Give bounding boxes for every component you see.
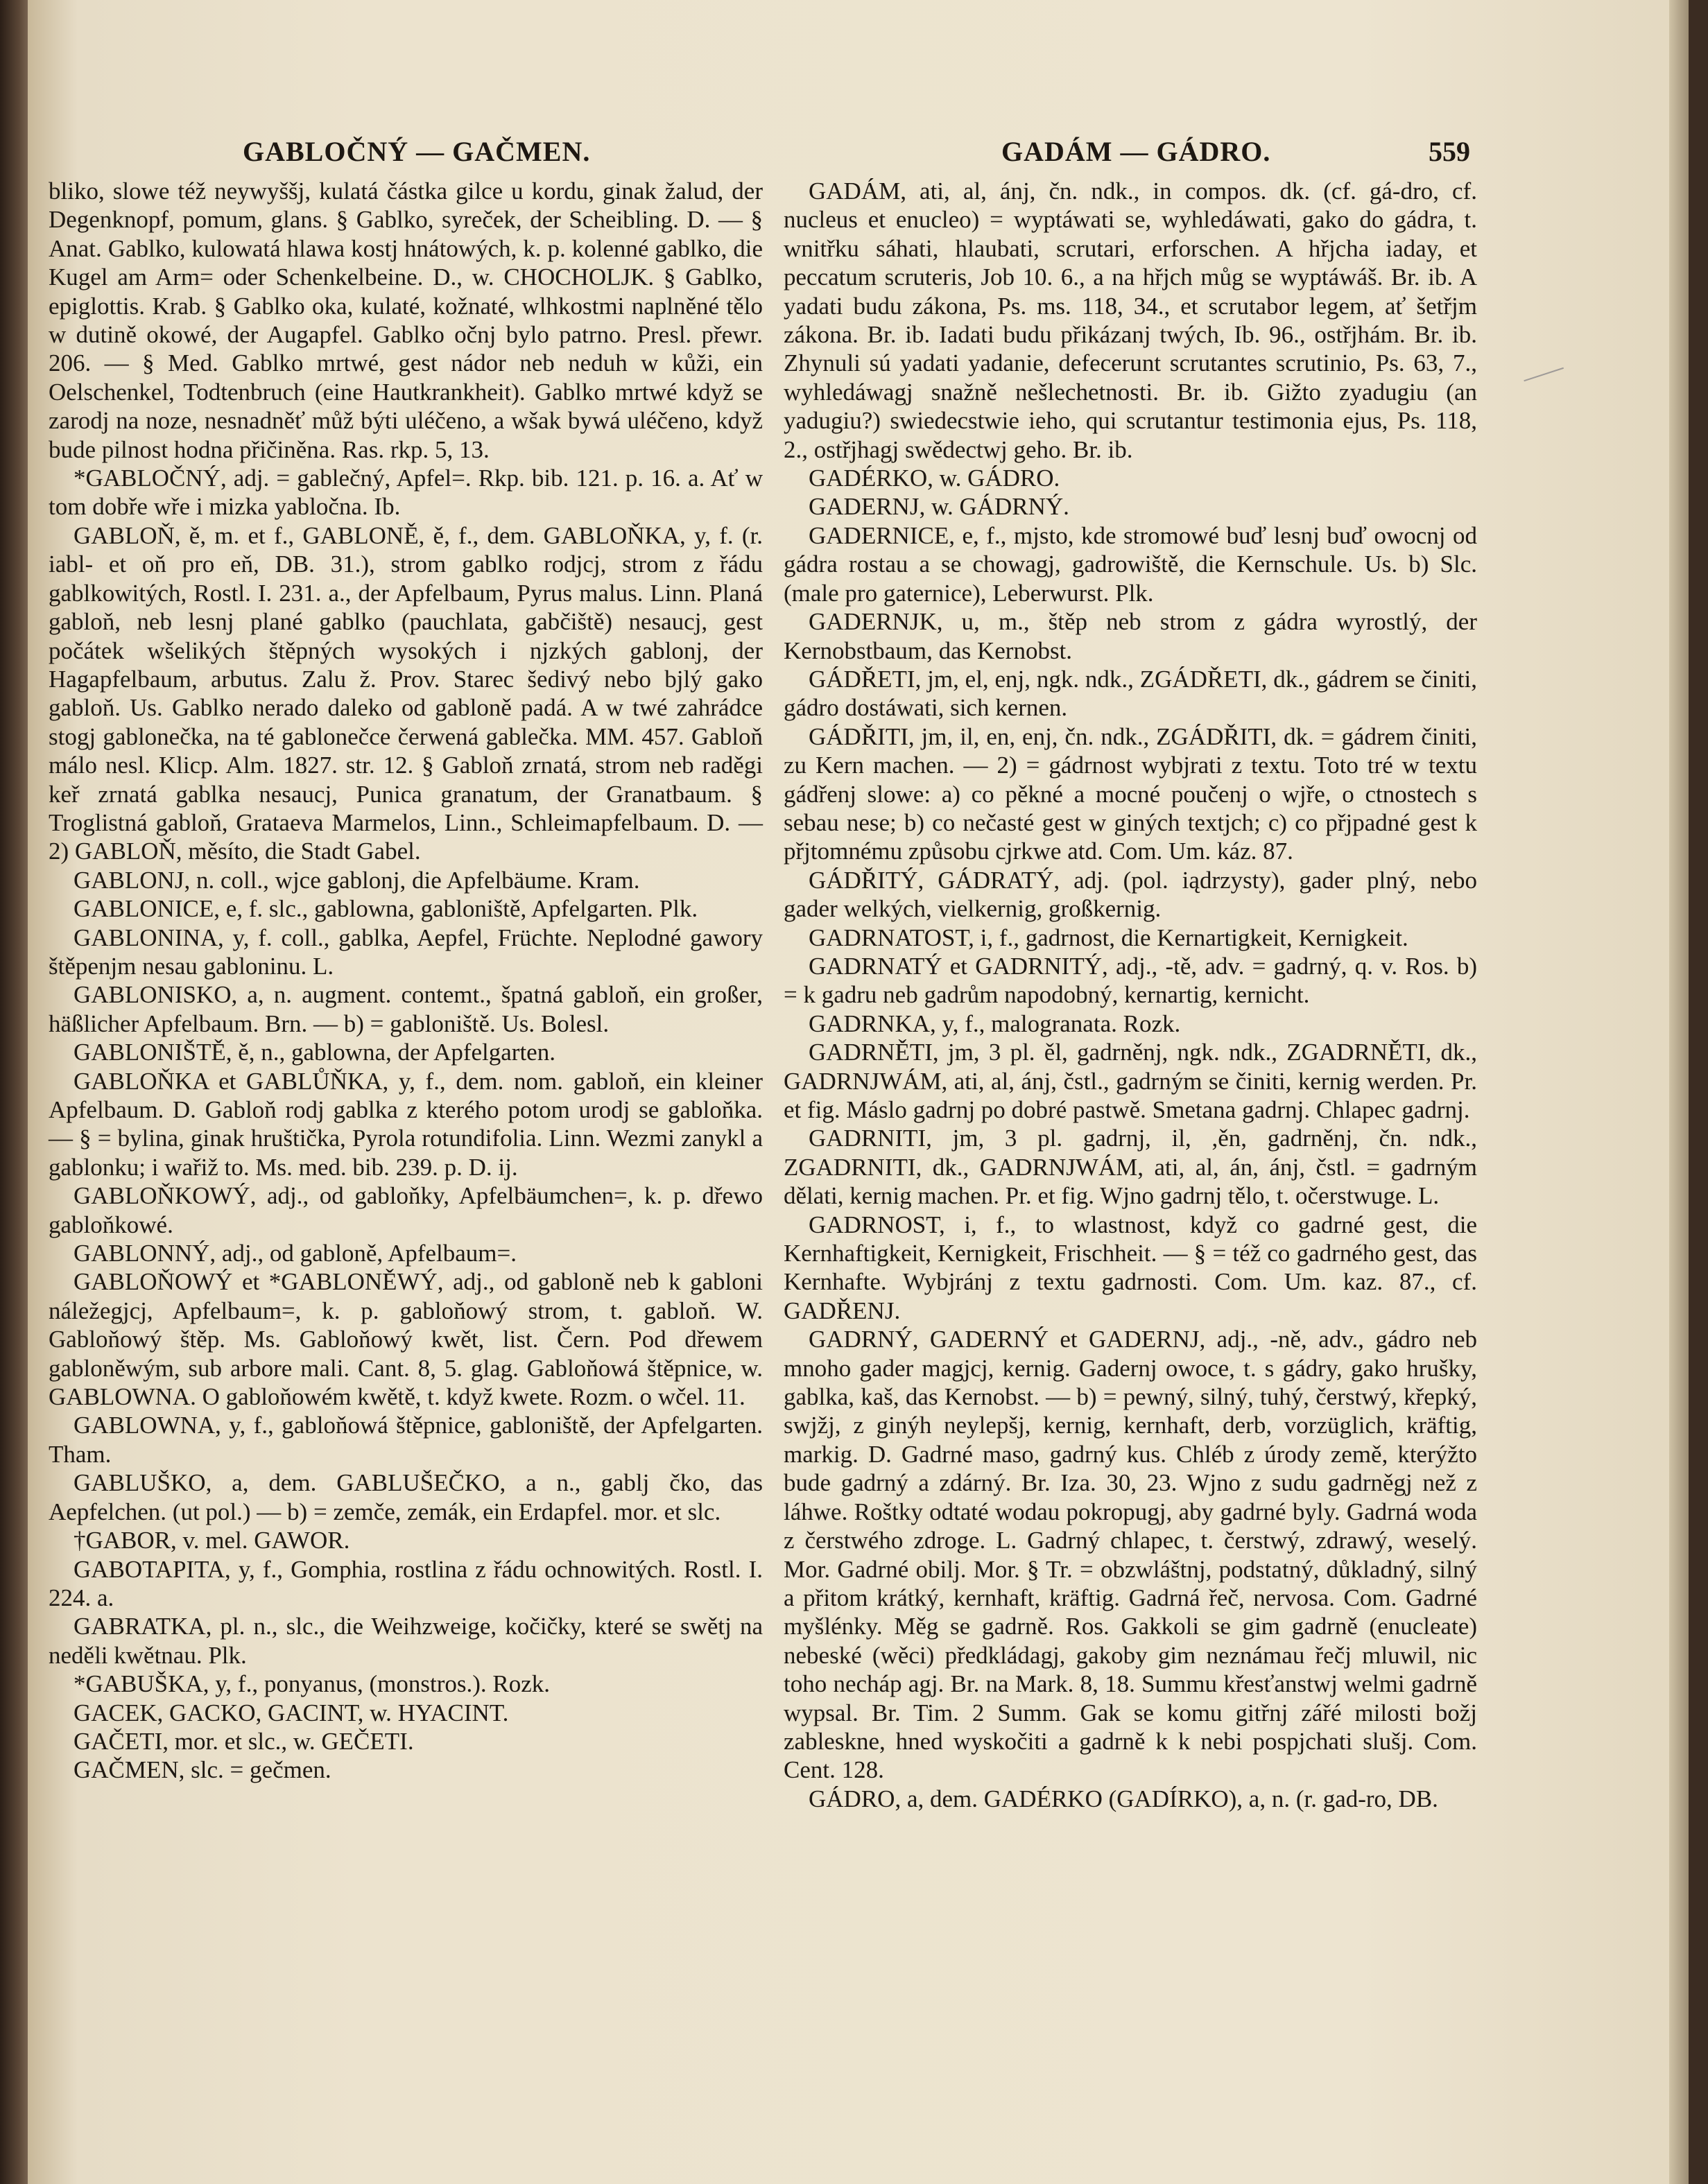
entry-paragraph: GABLONISKO, a, n. augment. contemt., špatná gabloň, ein großer, häßlicher Apfelbaum. Brn. — b) = gabloniště. Us. Bolesl. bbox=[49, 981, 763, 1037]
entry-paragraph: GABLONNÝ, adj., od gabloně, Apfelbaum=. bbox=[74, 1240, 517, 1267]
entry-paragraph: GABLOŇKA et GABLŮŇKA, y, f., dem. nom. gabloň, ein kleiner Apfelbaum. D. Gabloň rodj gablka z kterého potom urodj se gabloňka. — § = bylina, ginak hruštička, Pyrola rotundifolia. Linn. Wezmi zanykl a gablonku; i wařiž to. Ms. med. bib. 239. p. D. ij. bbox=[49, 1067, 763, 1181]
entry-paragraph: GABLOŇ, ě, m. et f., GABLONĚ, ě, f., dem. GABLOŇKA, y, f. (r. iabl- et oň pro eň, DB. 31.), strom gablko rodjcj, strom z řádu gablkowitých, Rostl. I. 231. a., der Apfelbaum, Pyrus malus. Linn. Planá gabloň, neb lesnj plané gablko (pauchlata, gabčiště) nesaucj, gest počátek wšelikých štěpných wysokých i njzkých gablonj, der Hagapfelbaum, arbutus. Zalu ž. Prov. Starec šedivý nebo bjlý gako gabloň. Us. Gablko nerado daleko od gabloně padá. A w twé zahrádce stogj gablonečka, na té gablonečce čerwená gablečka. MM. 457. Gabloň málo nesl. Klicp. Alm. 1827. str. 12. § Gabloň zrnatá, strom neb raděgi keř zrnatá gablka nesaucj, Punica granatum, der Granatbaum. § Troglistná gabloň, Grataeva Marmelos, Linn., Schleimapfelbaum. D. — 2) GABLOŇ, měsíto, die Stadt Gabel. bbox=[49, 521, 763, 865]
right-column bbox=[784, 177, 1477, 1813]
entry-paragraph: GADRNITI, jm, 3 pl. gadrnj, il, ,ěn, gadrněnj, čn. ndk., ZGADRNITI, dk., GADRNJWÁM, ati, al, án, ánj, čstl. = gadrným dělati, kernig machen. Pr. et fig. Wjno gadrnj tělo, t. očerstwuge. L. bbox=[784, 1125, 1477, 1210]
entry-paragraph: GAČETI, mor. et slc., w. GEČETI. bbox=[74, 1727, 414, 1755]
dictionary-page bbox=[28, 0, 1689, 2184]
entry-paragraph: GABLOŇKOWÝ, adj., od gabloňky, Apfelbäumchen=, k. p. dřewo gabloňkowé. bbox=[49, 1182, 763, 1238]
entry-paragraph: GABRATKA, pl. n., slc., die Weihzweige, kočičky, které se swětj na neděli kwětnau. Plk. bbox=[49, 1613, 763, 1669]
entry-paragraph: GADERNJK, u, m., štěp neb strom z gádra wyrostlý, der Kernobstbaum, das Kernobst. bbox=[784, 608, 1477, 664]
entry-paragraph: GÁDŘITÝ, GÁDRATÝ, adj. (pol. iądrzysty), gader plný, nebo gader welkých, vielkernig, großkernig. bbox=[784, 866, 1477, 923]
entry-paragraph: GADRNATÝ et GADRNITÝ, adj., -tě, adv. = gadrný, q. v. Ros. b) = k gadru neb gadrům napodobný, kernartig, kernicht. bbox=[784, 952, 1477, 1009]
entry-paragraph: GÁDRO, a, dem. GADÉRKO (GADÍRKO), a, n. (r. gad-ro, DB. bbox=[809, 1785, 1438, 1812]
entry-paragraph: GACEK, GACKO, GACINT, w. HYACINT. bbox=[74, 1699, 509, 1726]
left-running-head: GABLOČNÝ — GAČMEN. bbox=[243, 136, 591, 167]
page-edge bbox=[1669, 0, 1689, 2184]
entry-paragraph: GABLONINA, y, f. coll., gablka, Aepfel, Früchte. Neplodné gawory štěpenjm nesau gabloninu. L. bbox=[49, 924, 763, 980]
entry-paragraph: GABLONJ, n. coll., wjce gablonj, die Apfelbäume. Kram. bbox=[74, 866, 640, 894]
entry-paragraph: GADRNKA, y, f., malogranata. Rozk. bbox=[809, 1009, 1181, 1037]
entry-paragraph: GABOTAPITA, y, f., Gomphia, rostlina z řádu ochnowitých. Rostl. I. 224. a. bbox=[49, 1555, 763, 1611]
entry-paragraph: GAČMEN, slc. = gečmen. bbox=[74, 1756, 331, 1784]
entry-paragraph: †GABOR, v. mel. GAWOR. bbox=[74, 1527, 350, 1554]
entry-paragraph: *GABLOČNÝ, adj. = gablečný, Apfel=. Rkp. bib. 121. p. 16. a. Ať w tom dobře wře i mizka yabločna. Ib. bbox=[49, 465, 763, 521]
entry-paragraph: GABLUŠKO, a, dem. GABLUŠEČKO, a n., gablj čko, das Aepfelchen. (ut pol.) — b) = zemče, zemák, ein Erdapfel. mor. et slc. bbox=[49, 1469, 763, 1525]
entry-paragraph: GÁDŘETI, jm, el, enj, ngk. ndk., ZGÁDŘETI, dk., gádrem se činiti, gádro dostáwati, sich kernen. bbox=[784, 665, 1477, 722]
entry-paragraph: GADRNĚTI, jm, 3 pl. ěl, gadrněnj, ngk. ndk., ZGADRNĚTI, dk., GADRNJWÁM, ati, al, ánj, čstl., gadrným se činiti, kernig werden. Pr. et fig. Máslo gadrnj po dobré pastwě. Smetana gadrnj. Chlapec gadrnj. bbox=[784, 1039, 1477, 1123]
page-number: 559 bbox=[1429, 136, 1470, 167]
entry-paragraph: bliko, slowe též neywyššj, kulatá částka gilce u kordu, ginak žalud, der Degenknopf, pomum, glans. § Gablko, syreček, der Scheibling. D. — § Anat. Gablko, kulowatá hlawa kostj hnátowých, k. p. kolenné gablko, die Kugel am Arm= oder Schenkelbeine. D., w. CHOCHOLJK. § Gablko, epiglottis. Krab. § Gablko oka, kulaté, kožnaté, wlhkostmi naplněné tělo w dutině okowé, der Augapfel. Gablko očnj bylo patrno. Presl. přewr. 206. — § Med. Gablko mrtwé, gest nádor neb neduh w kůži, ein Oelschenkel, Todtenbruch (eine Hautkrankheit). Gablko mrtwé když se zarodj na noze, nesnadněť můž býti uléčeno, a wšak bywá uléčeno, když bude pilnost hodna přičiněna. Ras. rkp. 5, 13. bbox=[49, 177, 763, 463]
entry-paragraph: GABLOŇOWÝ et *GABLONĚWÝ, adj., od gabloně neb k gabloni náležegjcj, Apfelbaum=, k. p. gabloňowý strom, t. gabloň. W. Gabloňowý štěp. Ms. Gabloňowý kwět, list. Čern. Pod dřewem gabloněwým, sub arbore mali. Cant. 8, 5. glag. Gabloňowá štěpnice, w. GABLOWNA. O gabloňowém kwětě, t. když kwete. Rozm. o wčel. 11. bbox=[49, 1268, 763, 1411]
entry-paragraph: *GABUŠKA, y, f., ponyanus, (monstros.). Rozk. bbox=[74, 1670, 551, 1698]
left-column bbox=[49, 177, 763, 1785]
entry-paragraph: GADÉRKO, w. GÁDRO. bbox=[809, 465, 1060, 492]
entry-paragraph: GABLONIŠTĚ, ě, n., gablowna, der Apfelgarten. bbox=[74, 1039, 555, 1066]
right-running-head: GADÁM — GÁDRO. bbox=[1001, 136, 1271, 167]
entry-paragraph: GABLOWNA, y, f., gabloňowá štěpnice, gabloniště, der Apfelgarten. Tham. bbox=[49, 1412, 763, 1468]
entry-paragraph: GADRNOST, i, f., to wlastnost, když co gadrné gest, die Kernhaftigkeit, Kernigkeit, Frischheit. — § = též co gadrného gest, das Kernhafte. Wybjránj z textu gadrnosti. Com. Um. kaz. 87., cf. GADŘENJ. bbox=[784, 1211, 1477, 1324]
entry-paragraph: GADRNÝ, GADERNÝ et GADERNJ, adj., -ně, adv., gádro neb mnoho gader magjcj, kernig. Gadernj owoce, t. s gádry, gako hrušky, gablka, kaš, das Kernobst. — b) = pewný, silný, tuhý, čerstwý, křepký, swjžj, z ginýh neylepšj, kernig, kernhaft, derb, vorzüglich, kräftig, markig. D. Gadrné maso, gadrný kus. Chléb z úrody země, kterýžto bude gadrný a zdárný. Br. Iza. 30, 23. Wjno z sudu gadrněgj než z láhwe. Roštky odtaté wodau pokropugj, aby gadrné byly. Gadrná woda z čerstwého zdroge. L. Gadrný chlapec, t. čerstwý, zdrawý, weselý. Mor. Gadrné obilj. Mor. § Tr. = obzwláštnj, podstatný, důkladný, silný a přitom krátký, kernhaft, kräftig. Gadrná řeč, nervosa. Com. Gadrné myšlénky. Měg se gadrně. Ros. Gakkoli se gim gadrně (enucleate) nebeské (wěci) předkládagj, gakoby gim neznámau řečj mluwil, nic toho necháp agj. Br. na Mark. 8, 18. Summu křesťanstwj welmi gadrně wypsal. Br. Tim. 2 Summ. Gak se komu gitřnj zářé milosti božj zableskne, hned wyskočiti a gadrně k k nebi pospjchati slušj. Com. Cent. 128. bbox=[784, 1326, 1477, 1784]
entry-paragraph: GADERNJ, w. GÁDRNÝ. bbox=[809, 493, 1069, 521]
entry-paragraph: GADÁM, ati, al, ánj, čn. ndk., in compos. dk. (cf. gá-dro, cf. nucleus et enucleo) = wyptáwati se, wyhledáwati, gako do gádra, t. wnitřku sáhati, hlaubati, scrutari, erforschen. A hřjcha iaday, et peccatum scruteris, Job 10. 6., a na hřjch můg se wyptáwáš. Br. ib. A yadati budu zákona, Ps. ms. 118, 34., et scrutabor legem, ať šetřjm zákona. Br. ib. Iadati budu přikázanj twých, Ib. 96., ostřjhám. Br. ib. Zhynuli sú yadati yadanie, defecerunt scrutantes scrutinio, Ps. 63, 7., wyhledáwagj snažně nešlechetnosti. Br. ib. Gižto zyadugiu (an yadugiu?) swiedecstwie ieho, qui scrutantur testimonia ejus, Ps. 118, 2., ostřjhagj swědectwj geho. Br. ib. bbox=[784, 177, 1477, 463]
entry-paragraph: GABLONICE, e, f. slc., gablowna, gabloniště, Apfelgarten. Plk. bbox=[74, 895, 698, 923]
pencil-mark bbox=[1515, 341, 1564, 381]
entry-paragraph: GADERNICE, e, f., mjsto, kde stromowé buď lesnj buď owocnj od gádra rostau a se chowagj, gadrowiště, die Kernschule. Us. b) Slc. (male pro gaternice), Leberwurst. Plk. bbox=[784, 521, 1477, 607]
entry-paragraph: GÁDŘITI, jm, il, en, enj, čn. ndk., ZGÁDŘITI, dk. = gádrem činiti, zu Kern machen. — 2) = gádrnost wybjrati z textu. Toto tré w textu gádřenj slowe: a) co pěkné a mocné poučenj o wjře, o ctnostech s sebau nese; b) co nečasté gest w giných textjch; c) co přjpadné gest k přjtomnému způsobu cjrkwe atd. Com. Um. káz. 87. bbox=[784, 722, 1477, 865]
entry-paragraph: GADRNATOST, i, f., gadrnost, die Kernartigkeit, Kernigkeit. bbox=[809, 924, 1408, 951]
